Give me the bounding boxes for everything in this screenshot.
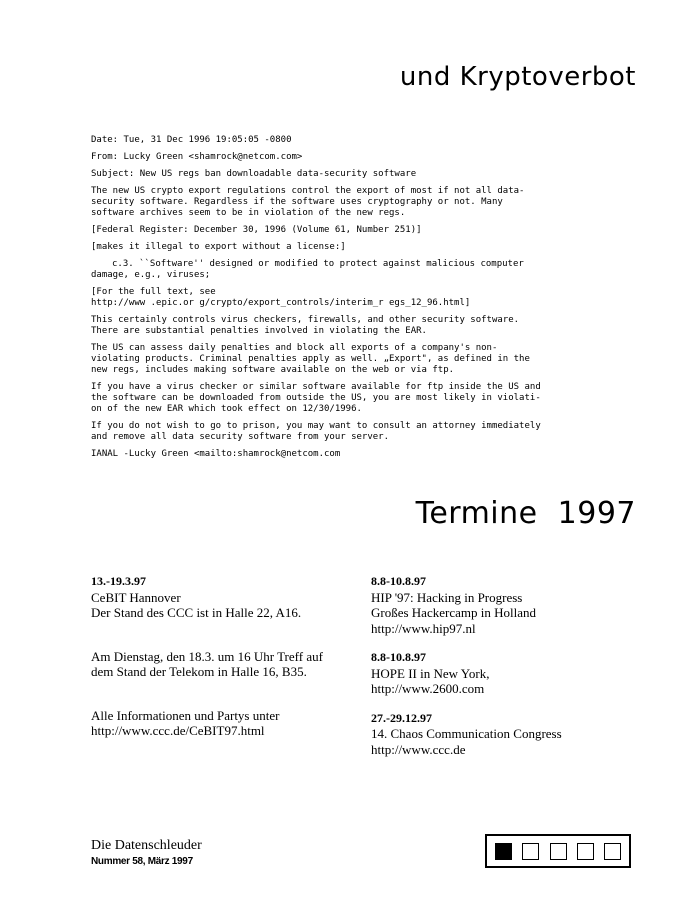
event-14c3: 27.-29.12.97 14. Chaos Communication Congress http://www.ccc.de — [371, 711, 641, 758]
event-hope2: 8.8-10.8.97 HOPE II in New York, http://www.2600.com — [371, 650, 641, 697]
event-cebit-info: Alle Informationen und Partys unter http://www.ccc.de/CeBIT97.html — [91, 708, 361, 739]
event-date: 13.-19.3.97 — [91, 574, 146, 588]
event-link[interactable]: http://www.ccc.de/CeBIT97.html — [91, 723, 265, 738]
page-indicator-box-2 — [522, 843, 539, 860]
section-title-termine: Termine 1997 — [415, 496, 636, 531]
email-federal-register: [Federal Register: December 30, 1996 (Volume 61, Number 251)] — [91, 225, 422, 235]
page-indicator-box-3 — [550, 843, 567, 860]
events-left-column — [91, 574, 361, 753]
email-signature: IANAL -Lucky Green <mailto:shamrock@netcom.com — [91, 449, 341, 459]
events-right-column — [371, 574, 641, 771]
email-message — [91, 135, 647, 466]
event-link[interactable]: http://www.hip97.nl — [371, 620, 476, 636]
email-fulltext-link: [For the full text, see http://www .epic.or g/crypto/export_controls/interim_r egs_12_96.html] — [91, 287, 471, 308]
footer-publication-title: Die Datenschleuder — [91, 838, 202, 853]
page-indicator — [485, 834, 631, 868]
page-indicator-box-5 — [604, 843, 621, 860]
email-paragraph-5: If you do not wish to go to prison, you may want to consult an attorney immediately and remove all data security software from your server. — [91, 421, 541, 442]
event-date: 27.-29.12.97 — [371, 710, 432, 725]
section-title-kryptoverbot: und Kryptoverbot — [399, 62, 636, 92]
event-date: 8.8-10.8.97 — [371, 574, 426, 588]
email-paragraph-1: The new US crypto export regulations control the export of most if not all data- security software. Regardless if the software uses cryptography or not. Many software archives seem to be in violation of the new regs. — [91, 186, 525, 218]
page-indicator-box-4 — [577, 843, 594, 860]
event-link[interactable]: http://www.ccc.de — [371, 741, 466, 757]
email-from: From: Lucky Green <shamrock@netcom.com> — [91, 152, 303, 162]
email-paragraph-2: This certainly controls virus checkers, firewalls, and other security software. There are substantial penalties involved in violating the EAR. — [91, 315, 520, 336]
event-link[interactable]: http://www.2600.com — [371, 681, 485, 696]
page-indicator-box-1 — [495, 843, 512, 860]
event-hip97: 8.8-10.8.97 HIP '97: Hacking in Progress Großes Hackercamp in Holland http://www.hip97.nl — [371, 574, 641, 636]
email-illegal-note: [makes it illegal to export without a license:] — [91, 242, 346, 252]
email-c3-quote: c.3. ``Software'' designed or modified to protect against malicious computer damage, e.g., viruses; — [91, 259, 524, 280]
email-date: Date: Tue, 31 Dec 1996 19:05:05 -0800 — [91, 135, 292, 145]
event-telekom-meetup: Am Dienstag, den 18.3. um 16 Uhr Treff auf dem Stand der Telekom in Halle 16, B35. — [91, 648, 323, 679]
email-paragraph-3: The US can assess daily penalties and block all exports of a company's non- violating products. Criminal penalties apply as well. „Export", as defined in the new regs, includes making software available on the web or via ftp. — [91, 343, 530, 375]
email-subject: Subject: New US regs ban downloadable data-security software — [91, 169, 417, 179]
footer-issue-number: Nummer 58, März 1997 — [91, 856, 193, 867]
event-date: 8.8-10.8.97 — [371, 650, 426, 664]
event-cebit: 13.-19.3.97 CeBIT Hannover Der Stand des CCC ist in Halle 22, A16. — [91, 574, 361, 621]
email-paragraph-4: If you have a virus checker or similar software available for ftp inside the US and the software can be downloaded from outside the US, you are most likely in violati- on of the new EAR which took effect on 12/30/1996. — [91, 382, 541, 414]
